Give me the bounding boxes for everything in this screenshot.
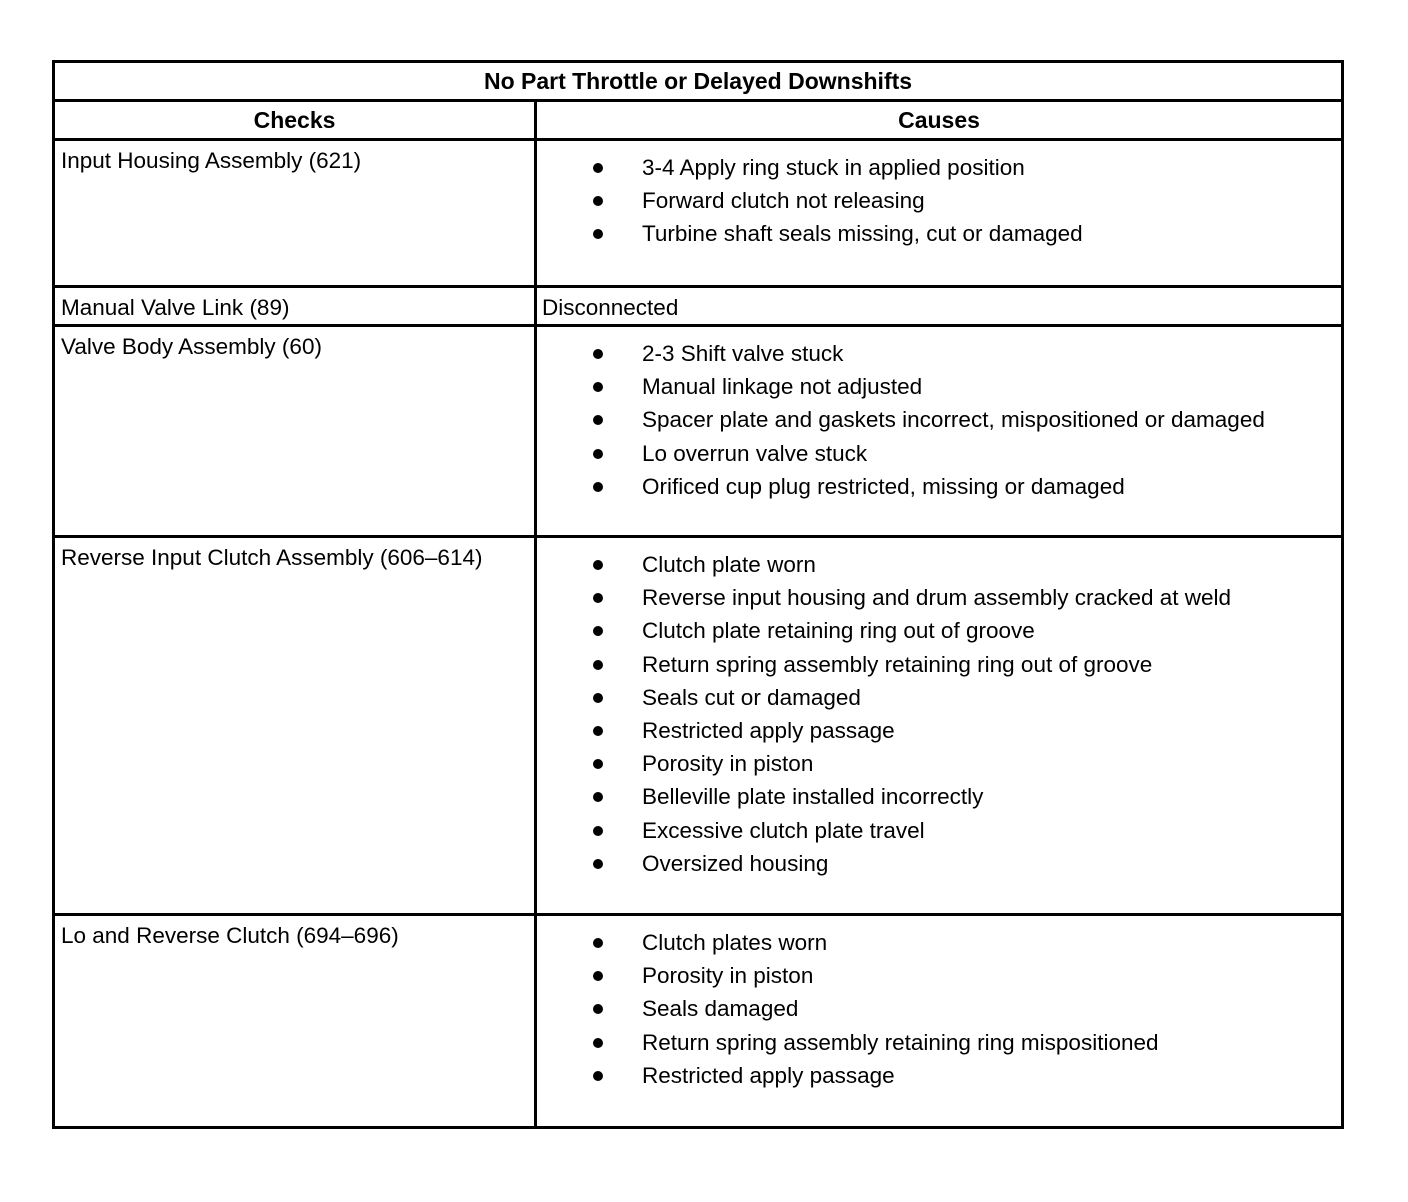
- cause-text: Oversized housing: [642, 850, 829, 876]
- bullet-icon: [593, 560, 603, 570]
- list-item: [537, 814, 1341, 847]
- table-row: [54, 287, 1343, 326]
- cause-text: Clutch plates worn: [642, 930, 828, 955]
- bullet-icon: [593, 229, 603, 239]
- list-item: [537, 337, 1341, 370]
- bullet-icon: [593, 1004, 603, 1014]
- bullet-icon: [593, 1071, 603, 1081]
- list-item: [537, 681, 1341, 714]
- list-item: [537, 581, 1341, 614]
- bullet-icon: [593, 859, 603, 869]
- cause-text: Clutch plate retaining ring out of groove: [642, 618, 1035, 644]
- bullet-icon: [593, 163, 603, 173]
- checks-header: Checks: [54, 101, 536, 140]
- bullet-icon: [593, 593, 603, 603]
- bullet-icon: [593, 1038, 603, 1048]
- diagnosis-document: [52, 60, 1341, 1129]
- list-item: [537, 403, 1341, 436]
- cause-text: Return spring assembly retaining ring out of groove: [642, 651, 1153, 677]
- cause-text: Restricted apply passage: [642, 718, 895, 744]
- cause-text: Seals cut or damaged: [642, 684, 861, 710]
- bullet-icon: [593, 196, 603, 206]
- cause-text: Reverse input housing and drum assembly cracked at weld: [642, 585, 1232, 611]
- bullet-icon: [593, 693, 603, 703]
- cause-text: Lo overrun valve stuck: [642, 440, 868, 466]
- list-item: [537, 614, 1341, 647]
- causes-list: [537, 337, 1341, 503]
- list-item: [537, 217, 1341, 250]
- check-cell: Valve Body Assembly (60): [54, 326, 536, 537]
- cause-text: Spacer plate and gaskets incorrect, mispositioned or damaged: [642, 407, 1265, 433]
- bullet-icon: [593, 660, 603, 670]
- list-item: [537, 780, 1341, 813]
- list-item: [537, 184, 1341, 217]
- bullet-icon: [593, 449, 603, 459]
- cause-text: Manual linkage not adjusted: [642, 374, 923, 400]
- list-item: [537, 714, 1341, 747]
- bullet-icon: [593, 971, 603, 981]
- causes-list: [537, 548, 1341, 880]
- list-item: [537, 1026, 1341, 1059]
- bullet-icon: [593, 759, 603, 769]
- cause-text: Excessive clutch plate travel: [642, 817, 925, 843]
- list-item: [537, 959, 1341, 992]
- bullet-icon: [593, 349, 603, 359]
- causes-header: Causes: [536, 101, 1343, 140]
- causes-list: [537, 926, 1341, 1092]
- list-item: [537, 1059, 1341, 1092]
- cause-text: Return spring assembly retaining ring mispositioned: [642, 1029, 1159, 1055]
- cause-text: Turbine shaft seals missing, cut or damaged: [642, 221, 1083, 247]
- list-item: [537, 747, 1341, 780]
- bullet-icon: [593, 726, 603, 736]
- cause-text: 3-4 Apply ring stuck in applied position: [642, 155, 1025, 180]
- list-item: [537, 548, 1341, 581]
- causes-cell: [536, 140, 1343, 287]
- list-item: [537, 847, 1341, 880]
- cause-text: 2-3 Shift valve stuck: [642, 341, 844, 366]
- check-cell: Manual Valve Link (89): [54, 287, 536, 326]
- cause-text: Clutch plate worn: [642, 552, 816, 577]
- causes-cell: [536, 915, 1343, 1128]
- check-cell: Lo and Reverse Clutch (694–696): [54, 915, 536, 1128]
- causes-cell: Disconnected: [536, 287, 1343, 326]
- table-title: No Part Throttle or Delayed Downshifts: [54, 62, 1343, 101]
- list-item: [537, 470, 1341, 503]
- list-item: [537, 926, 1341, 959]
- table-row: [54, 326, 1343, 537]
- list-item: [537, 151, 1341, 184]
- check-cell: Reverse Input Clutch Assembly (606–614): [54, 537, 536, 915]
- list-item: [537, 992, 1341, 1025]
- bullet-icon: [593, 938, 603, 948]
- cause-text: Belleville plate installed incorrectly: [642, 784, 984, 810]
- bullet-icon: [593, 482, 603, 492]
- list-item: [537, 437, 1341, 470]
- cause-text: Seals damaged: [642, 996, 799, 1022]
- bullet-icon: [593, 626, 603, 636]
- bullet-icon: [593, 382, 603, 392]
- cause-text: Porosity in piston: [642, 963, 814, 989]
- list-item: [537, 648, 1341, 681]
- causes-cell: [536, 537, 1343, 915]
- table-row: [54, 537, 1343, 915]
- diagnosis-table: [52, 60, 1344, 1129]
- causes-list: [537, 151, 1341, 251]
- cause-text: Restricted apply passage: [642, 1062, 895, 1088]
- list-item: [537, 370, 1341, 403]
- bullet-icon: [593, 792, 603, 802]
- bullet-icon: [593, 826, 603, 836]
- table-row: [54, 140, 1343, 287]
- table-header-row: [54, 101, 1343, 140]
- table-row: [54, 915, 1343, 1128]
- table-title-row: [54, 62, 1343, 101]
- check-cell: Input Housing Assembly (621): [54, 140, 536, 287]
- causes-cell: [536, 326, 1343, 537]
- cause-text: Forward clutch not releasing: [642, 188, 925, 214]
- cause-text: Orificed cup plug restricted, missing or damaged: [642, 473, 1125, 499]
- cause-text: Porosity in piston: [642, 751, 814, 777]
- bullet-icon: [593, 415, 603, 425]
